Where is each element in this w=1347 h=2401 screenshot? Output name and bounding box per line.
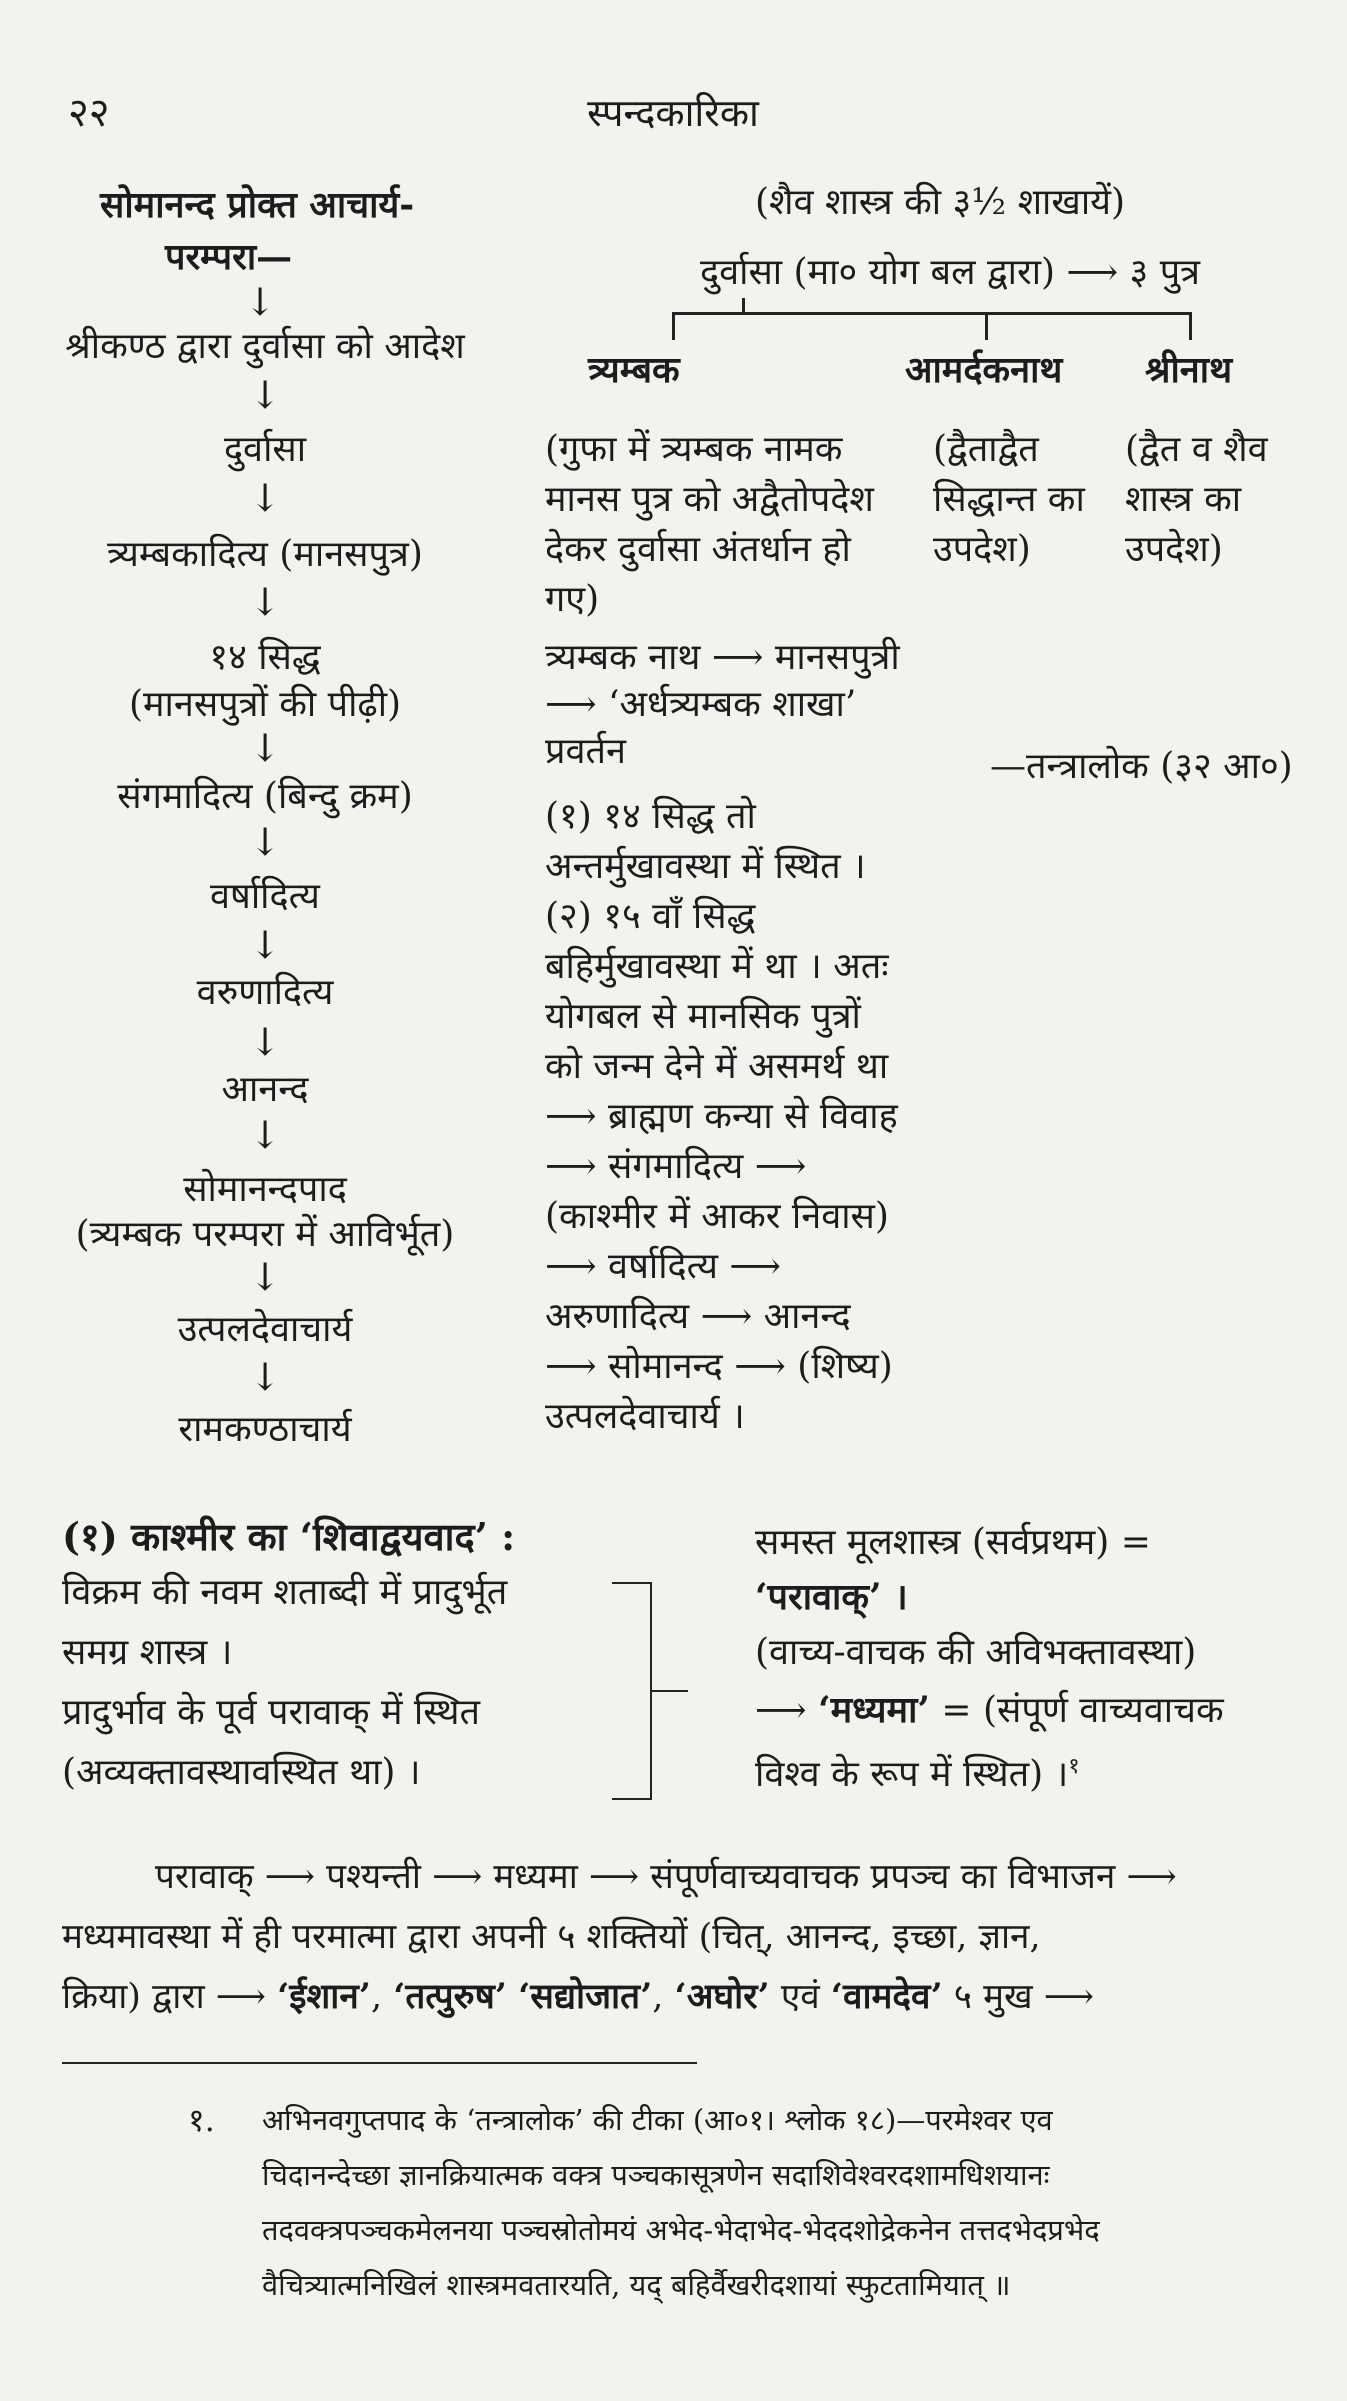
section-right-line: (वाच्य-वाचक की अविभक्तावस्था) [755, 1632, 1197, 1673]
footnote-line: तदवक्त्रपञ्चकमेलनया पञ्चस्रोतोमयं अभेद-भेदाभेद-भेददशोद्रेकनेन तत्तदभेदप्रभेद [262, 2213, 1100, 2247]
lineage-node: वर्षादित्य [210, 876, 320, 917]
paragraph-line: मध्यमावस्था में ही परमात्मा द्वारा अपनी ५ शक्तियों (चित्, आनन्द, इच्छा, ज्ञान, [62, 1917, 1041, 1957]
branch-desc: मानस पुत्र को अद्वैतोपदेश [545, 479, 874, 520]
branch-desc: उपदेश) [933, 529, 1031, 570]
branch-label: आमर्दकनाथ [905, 349, 1063, 391]
bracket [612, 1582, 652, 1584]
down-arrow-icon: ↓ [249, 820, 281, 864]
branch-desc: गए) [545, 579, 600, 620]
section-text: विश्व के रूप में स्थित) । [755, 1754, 1069, 1795]
para-text [507, 1977, 518, 2017]
down-arrow-icon: ↓ [244, 280, 276, 324]
para-text: ५ मुख ⟶ [942, 1977, 1094, 2017]
lineage-node: श्रीकण्ठ द्वारा दुर्वासा को आदेश [65, 326, 465, 367]
tree-connector [672, 312, 1192, 315]
footnote-line: वैचित्र्यात्मनिखिलं शास्त्रमवतारयति, यद् बहिर्वैखरीदशायां स्फुटतामियात् ॥ [262, 2268, 1011, 2302]
tree-connector [1189, 312, 1192, 340]
middle-line: अरुणादित्य ⟶ आनन्द [545, 1296, 851, 1337]
branch-desc: शास्त्र का [1125, 479, 1242, 520]
tree-connector [672, 312, 675, 340]
section-right-line [755, 1742, 1080, 1800]
page-title: स्पन्दकारिका [587, 91, 759, 135]
page-number: २२ [68, 90, 110, 136]
paragraph-line [62, 1972, 1094, 2022]
down-arrow-icon: ↓ [249, 1355, 281, 1399]
term-tatpurusha: ‘तत्पुरुष’ [393, 1976, 507, 2017]
branch-desc: सिद्धान्त का [933, 479, 1085, 520]
lineage-node: १४ सिद्ध [209, 637, 321, 678]
lineage-node-note: (त्र्यम्बक परम्परा में आविर्भूत) [75, 1214, 455, 1255]
middle-line: उत्पलदेवाचार्य । [545, 1396, 745, 1437]
footnote-line: अभिनवगुप्तपाद के ‘तन्त्रालोक’ की टीका (आ०१। श्लोक १८)—परमेश्वर एव [262, 2103, 1053, 2137]
section-heading: (१) काश्मीर का ‘शिवाद्वयवाद’ : [62, 1514, 516, 1559]
middle-line: (१) १४ सिद्ध तो [545, 796, 756, 837]
paravak-term: ‘परावाक्’ । [755, 1576, 908, 1618]
lineage-node: दुर्वासा [223, 429, 307, 470]
lineage-node: वरुणादित्य [196, 972, 334, 1013]
lineage-node: संगमादित्य (बिन्दु क्रम) [117, 776, 413, 817]
para-text: क्रिया) द्वारा ⟶ [62, 1977, 278, 2017]
middle-line: (२) १५ वाँ सिद्ध [545, 896, 756, 937]
term-sadyojata: ‘सद्योजात’ [518, 1976, 653, 2017]
section-right-line: समस्त मूलशास्त्र (सर्वप्रथम) = [755, 1522, 1151, 1563]
middle-line: ⟶ सोमानन्द ⟶ (शिष्य) [545, 1346, 893, 1387]
bracket [650, 1690, 688, 1692]
arrow-text: ⟶ [755, 1690, 819, 1731]
lineage-node: आनन्द [221, 1069, 309, 1110]
branch-label: त्र्यम्बक [588, 349, 680, 391]
down-arrow-icon: ↓ [249, 923, 281, 967]
bracket [612, 1798, 652, 1800]
middle-line: (काश्मीर में आकर निवास) [545, 1196, 889, 1237]
branch-label: श्रीनाथ [1145, 349, 1233, 391]
footnote-number: १. [188, 2101, 215, 2139]
section-right-line [755, 1685, 1224, 1736]
section-line: विक्रम की नवम शताब्दी में प्रादुर्भूत [62, 1572, 508, 1613]
paragraph-line: परावाक् ⟶ पश्यन्ती ⟶ मध्यमा ⟶ संपूर्णवाच्यवाचक प्रपञ्च का विभाजन ⟶ [155, 1857, 1177, 1897]
term-vamadeva: ‘वामदेव’ [830, 1976, 943, 2017]
middle-line: ⟶ ‘अर्धत्र्यम्बक शाखा’ [545, 684, 857, 725]
down-arrow-icon: ↓ [249, 1020, 281, 1064]
lineage-node: रामकण्ठाचार्य [178, 1409, 352, 1450]
down-arrow-icon: ↓ [249, 726, 281, 770]
para-text: एवं [769, 1977, 831, 2017]
branch-desc: (द्वैत व शैव [1125, 429, 1268, 470]
lineage-node: सोमानन्दपाद [183, 1169, 347, 1210]
tree-heading: (शैव शास्त्र की ३½ शाखायें) [755, 182, 1126, 223]
lineage-node: उत्पलदेवाचार्य [177, 1309, 353, 1350]
lineage-node-note: (मानसपुत्रों की पीढ़ी) [128, 684, 402, 725]
term-ishana: ‘ईशान’ [277, 1976, 371, 2017]
middle-line: प्रवर्तन [545, 731, 627, 772]
branch-desc: देकर दुर्वासा अंतर्धान हो [545, 529, 851, 570]
para-text: , [652, 1977, 675, 2017]
lineage-node: त्र्यम्बकादित्य (मानसपुत्र) [107, 534, 423, 575]
section-line: समग्र शास्त्र । [62, 1632, 233, 1673]
footnote-line: चिदानन्देच्छा ज्ञानक्रियात्मक वक्त्र पञ्चकासूत्रणेन सदाशिवेश्वरदशामधिशयानः [262, 2158, 1050, 2192]
section-line: (अव्यक्तावस्थावस्थित था) । [62, 1752, 421, 1793]
lineage-title-cont: परम्परा— [165, 236, 293, 278]
branch-desc: (गुफा में त्र्यम्बक नामक [545, 429, 843, 470]
down-arrow-icon: ↓ [249, 1113, 281, 1157]
section-text: = (संपूर्ण वाच्यवाचक [929, 1690, 1224, 1731]
middle-line: ⟶ ब्राह्मण कन्या से विवाह [545, 1096, 898, 1137]
down-arrow-icon: ↓ [249, 373, 281, 417]
middle-line: योगबल से मानसिक पुत्रों [545, 996, 861, 1037]
tree-connector [985, 312, 988, 340]
footnote-divider [62, 2062, 697, 2064]
tantraloka-reference: —तन्त्रालोक (३२ आ०) [990, 746, 1293, 787]
branch-desc: (द्वैताद्वैत [933, 429, 1039, 470]
footnote-marker: १ [1068, 1754, 1080, 1779]
middle-line: ⟶ वर्षादित्य ⟶ [545, 1246, 782, 1287]
middle-line: अन्तर्मुखावस्था में स्थित । [545, 846, 866, 887]
term-aghora: ‘अघोर’ [674, 1976, 770, 2017]
tree-root: दुर्वासा (मा० योग बल द्वारा) ⟶ ३ पुत्र [700, 252, 1201, 293]
middle-line: ⟶ संगमादित्य ⟶ [545, 1146, 807, 1187]
madhyama-term: ‘मध्यमा’ [818, 1689, 930, 1731]
para-text: , [370, 1977, 394, 2017]
middle-line: त्र्यम्बक नाथ ⟶ मानसपुत्री [545, 637, 900, 678]
middle-line: बहिर्मुखावस्था में था । अतः [545, 946, 889, 987]
down-arrow-icon: ↓ [249, 1255, 281, 1299]
section-line: प्रादुर्भाव के पूर्व परावाक् में स्थित [62, 1692, 481, 1733]
down-arrow-icon: ↓ [249, 580, 281, 624]
lineage-title: सोमानन्द प्रोक्त आचार्य- [100, 184, 415, 226]
middle-line: को जन्म देने में असमर्थ था [545, 1046, 889, 1087]
down-arrow-icon: ↓ [249, 476, 281, 520]
branch-desc: उपदेश) [1125, 529, 1223, 570]
